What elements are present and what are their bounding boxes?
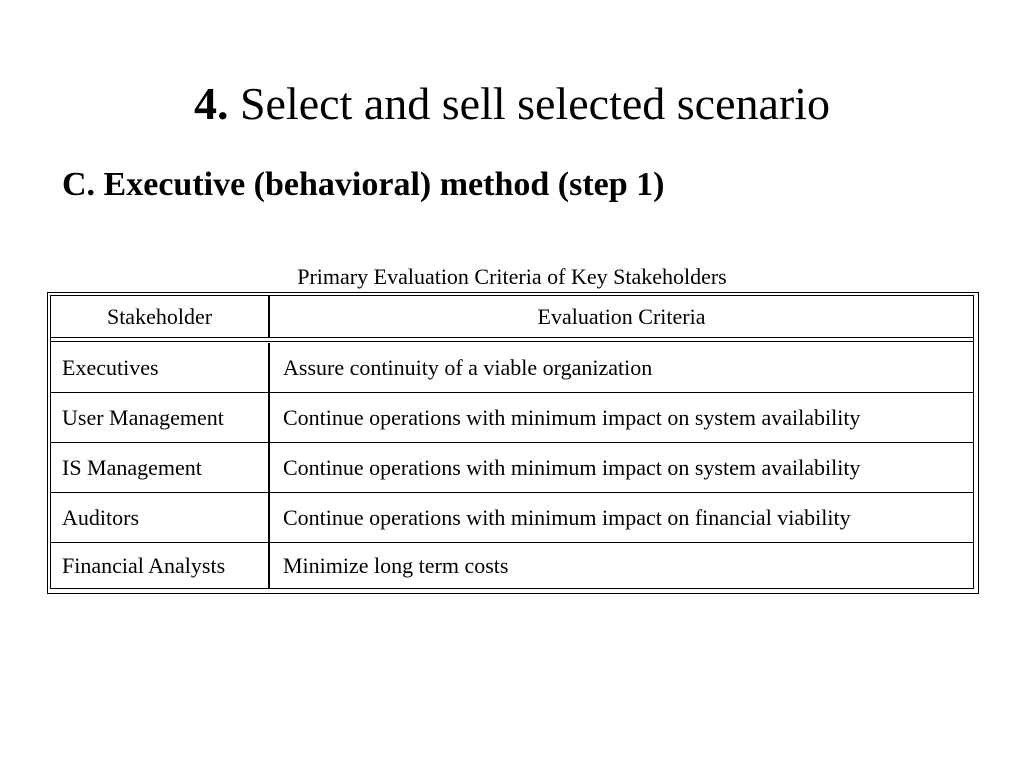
table-header-row xyxy=(51,296,973,338)
cell-stakeholder: IS Management xyxy=(51,443,270,492)
slide-title-number: 4. xyxy=(193,78,229,129)
cell-criteria: Continue operations with minimum impact on system availability xyxy=(283,454,861,480)
table-row xyxy=(51,543,973,588)
slide-title-text: Select and sell selected scenario xyxy=(239,78,831,129)
table-row xyxy=(51,393,973,443)
table-row xyxy=(51,443,973,493)
header-divider xyxy=(51,338,973,342)
stakeholder-table-inner xyxy=(50,295,974,589)
stakeholder-table xyxy=(47,292,979,594)
cell-criteria: Continue operations with minimum impact on system availability xyxy=(283,404,861,430)
cell-stakeholder: Executives xyxy=(51,343,270,392)
cell-stakeholder: User Management xyxy=(51,393,270,442)
cell-criteria: Assure continuity of a viable organization xyxy=(283,354,653,380)
cell-stakeholder: Auditors xyxy=(51,493,270,542)
slide-title xyxy=(0,74,1024,134)
table-row xyxy=(51,493,973,543)
table-caption: Primary Evaluation Criteria of Key Stakeholders xyxy=(297,264,727,289)
table-row xyxy=(51,343,973,393)
cell-criteria: Continue operations with minimum impact on financial viability xyxy=(283,504,851,530)
header-evaluation-criteria: Evaluation Criteria xyxy=(537,303,706,329)
slide-subtitle: C. Executive (behavioral) method (step 1) xyxy=(62,166,665,203)
cell-criteria: Minimize long term costs xyxy=(283,552,509,578)
cell-stakeholder: Financial Analysts xyxy=(51,543,270,588)
header-stakeholder: Stakeholder xyxy=(51,296,270,337)
